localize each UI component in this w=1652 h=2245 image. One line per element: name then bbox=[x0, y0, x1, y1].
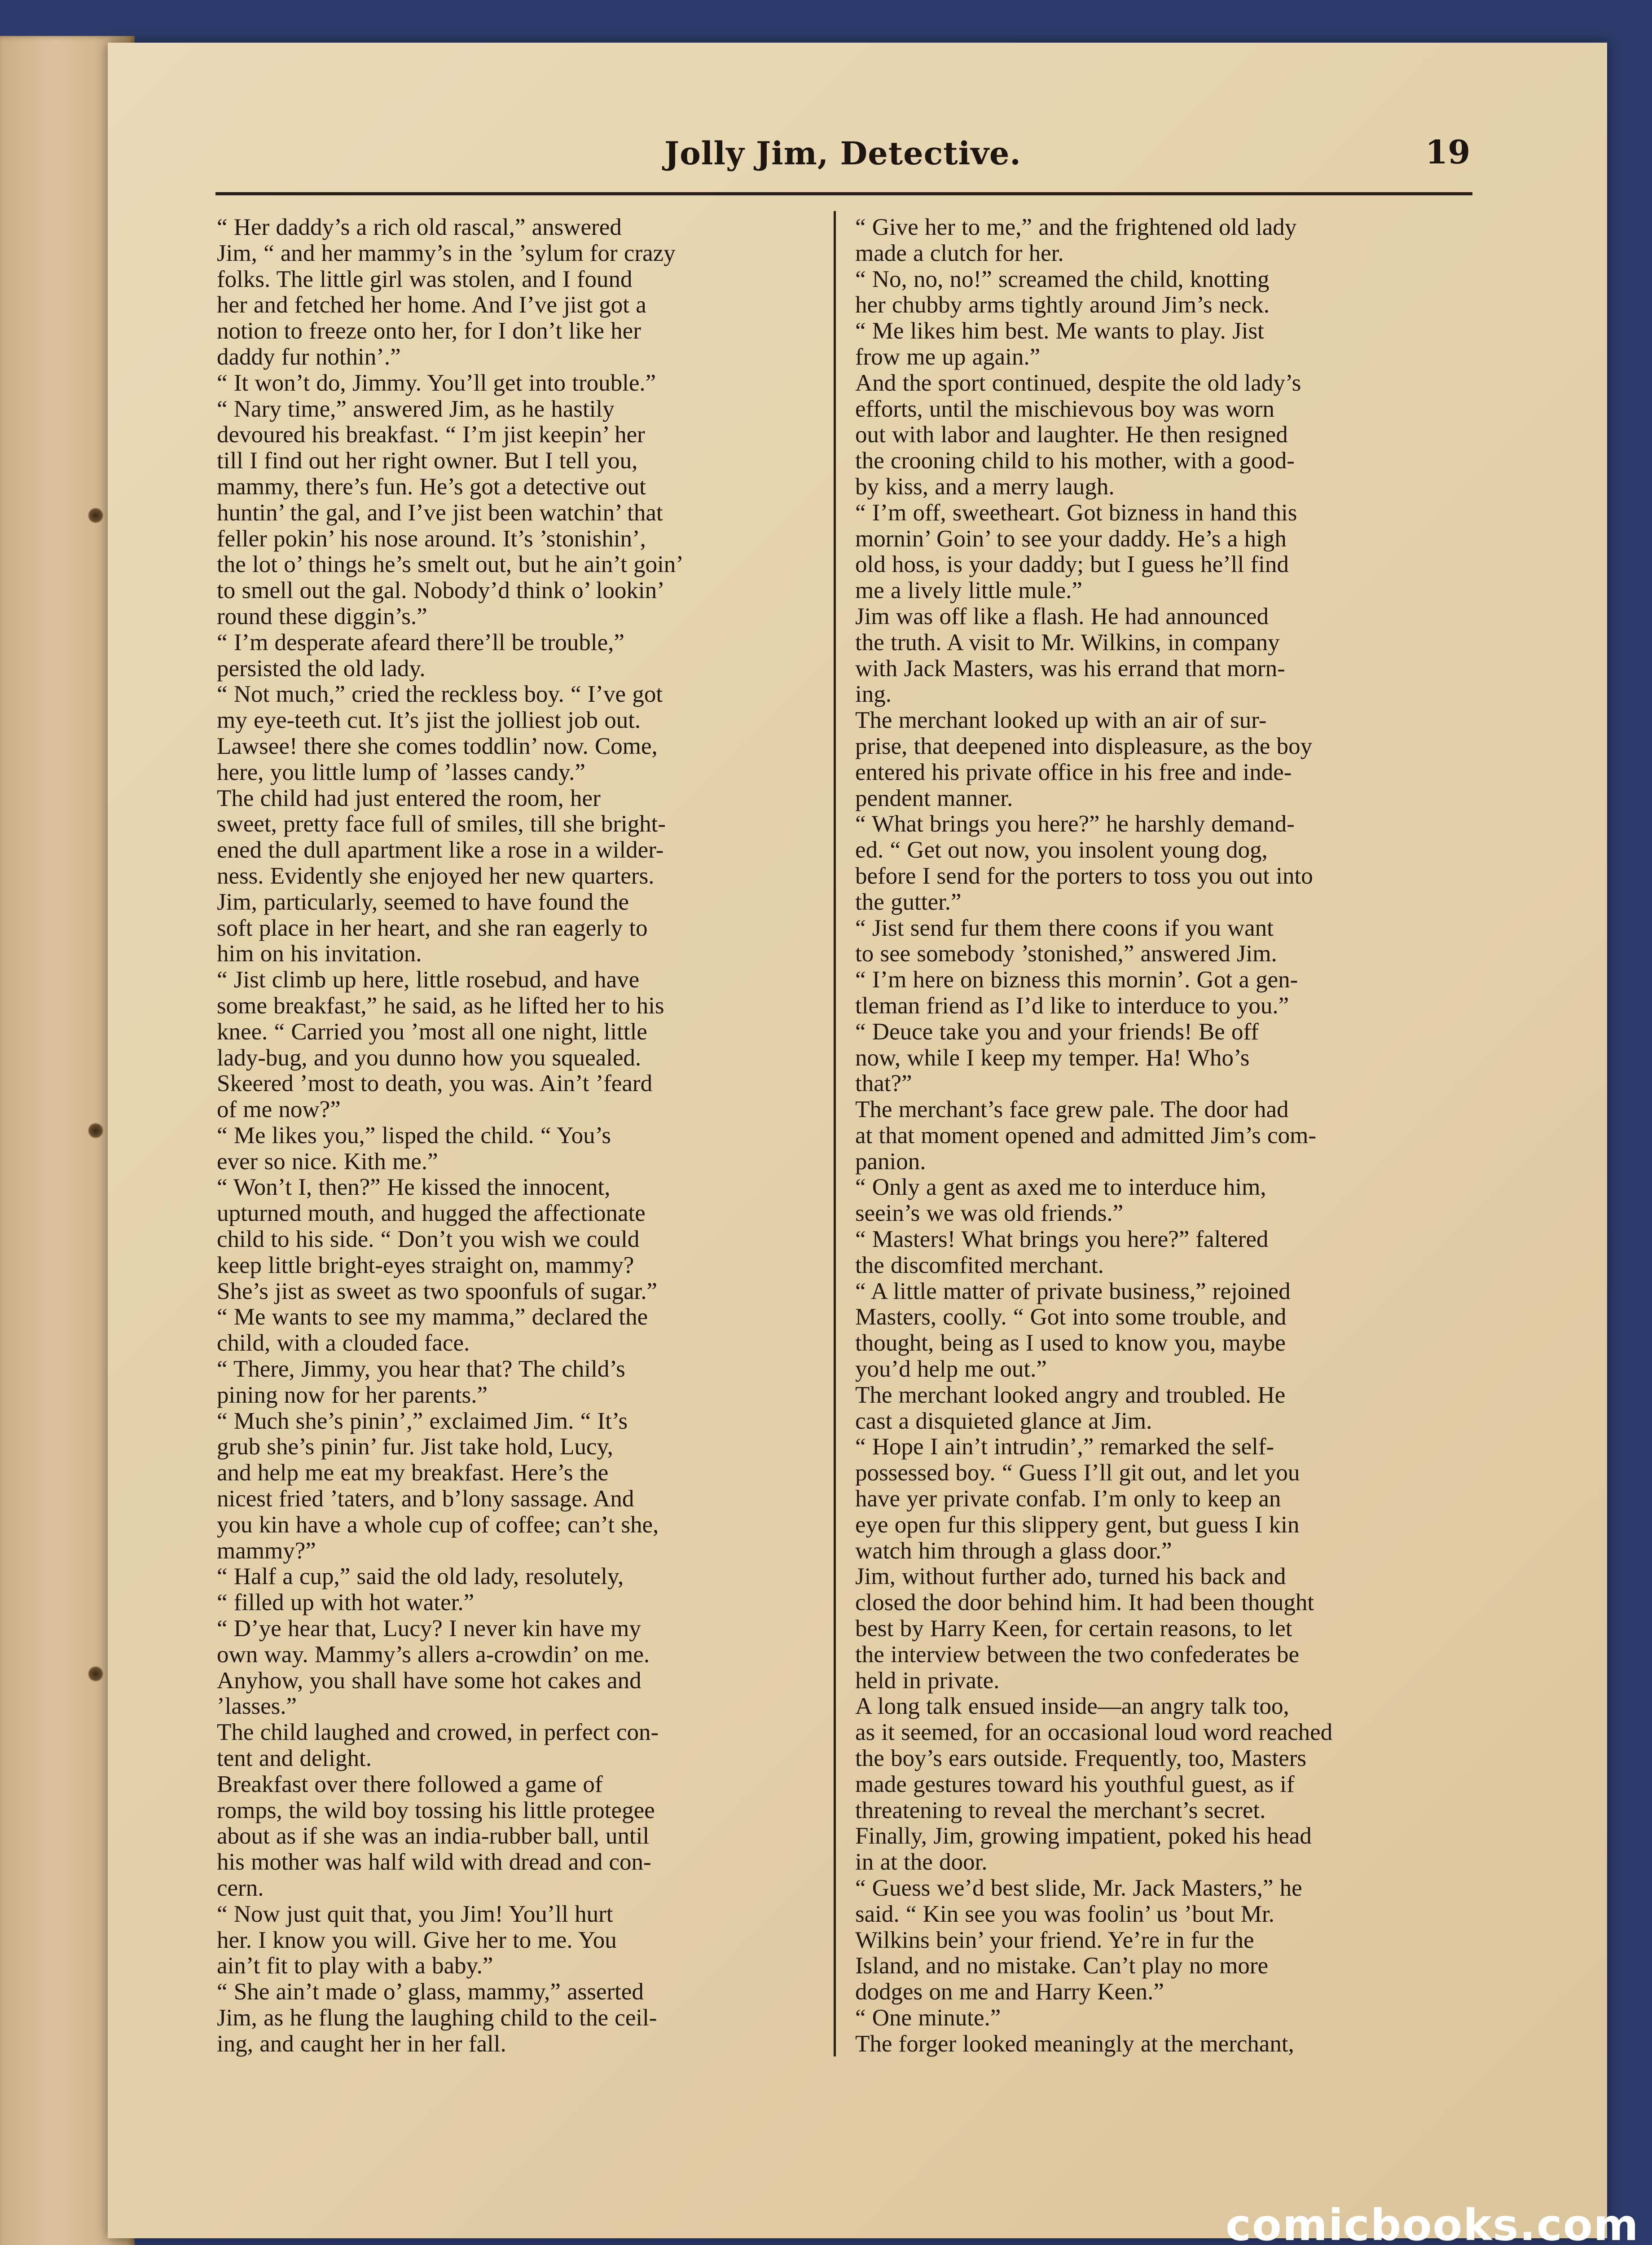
site-watermark: comicbooks.com bbox=[1226, 2200, 1639, 2245]
page-number: 19 bbox=[1425, 133, 1471, 171]
header-rule bbox=[215, 192, 1472, 195]
left-column-text: “ Her daddy’s a rich old rascal,” answered Jim, “ and her mammy’s in the ’sylum for crazy folks. The little girl was stolen, and I found her and fetched her home. And I’ve jist got a notion to freeze onto her, for I don’t like her daddy fur nothin’.” “ It won’t do, Jimmy. You’ll get into trouble.” “ Nary time,” answered Jim, as he hastily devoured his breakfast. “ I’m jist keepin’ her till I find out her right owner. But I tell you, mammy, there’s fun. He’s got a detective out huntin’ the gal, and I’ve jist been watchin’ that feller pokin’ his nose around. It’s ’stonishin’, the lot o’ things he’s smelt out, but he ain’t goin’ to smell out the gal. Nobody’d think o’ lookin’ round these diggin’s.” “ I’m desperate afeard there’ll be trouble,” persisted the old lady. “ Not much,” cried the reckless boy. “ I’ve got my eye-teeth cut. It’s jist the jolliest job out. Lawsee! there she comes toddlin’ now. Come, here, you little lump of ’lasses candy.” The child had just entered the room, her sweet, pretty face full of smiles, till she bright- ened the dull apartment like a rose in a wilder- ness. Evidently she enjoyed her new quarters. Jim, particularly, seemed to have found the soft place in her heart, and she ran eagerly to him on his invitation. “ Jist climb up here, little rosebud, and have some breakfast,” he said, as he lifted her to his knee. “ Carried you ’most all one night, little lady-bug, and you dunno how you squealed. Skeered ’most to death, you was. Ain’t ’feard of me now?” “ Me likes you,” lisped the child. “ You’s ever so nice. Kith me.” “ Won’t I, then?” He kissed the innocent, upturned mouth, and hugged the affectionate child to his side. “ Don’t you wish we could keep little bright-eyes straight on, mammy? She’s jist as sweet as two spoonfuls of sugar.” “ Me wants to see my mamma,” declared the child, with a clouded face. “ There, Jimmy, you hear that? The child’s pining now for her parents.” “ Much she’s pinin’,” exclaimed Jim. “ It’s grub she’s pinin’ fur. Jist take hold, Lucy, and help me eat my breakfast. Here’s the nicest fried ’taters, and b’lony sassage. And you kin have a whole cup of coffee; can’t she, mammy?” “ Half a cup,” said the old lady, resolutely, “ filled up with hot water.” “ D’ye hear that, Lucy? I never kin have my own way. Mammy’s allers a-crowdin’ on me. Anyhow, you shall have some hot cakes and ’lasses.” The child laughed and crowed, in perfect con- tent and delight. Breakfast over there followed a game of romps, the wild boy tossing his little protegee about as if she was an india-rubber ball, until his mother was half wild with dread and con- cern. “ Now just quit that, you Jim! You’ll hurt her. I know you will. Give her to me. You ain’t fit to play with a baby.” “ She ain’t made o’ glass, mammy,” asserted Jim, as he flung the laughing child to the ceil- ing, and caught her in her fall. bbox=[217, 214, 684, 2057]
running-title: Jolly Jim, Detective. bbox=[664, 135, 1021, 172]
staple-hole bbox=[88, 1122, 104, 1139]
staple-hole bbox=[88, 507, 104, 524]
column-divider bbox=[834, 211, 836, 2056]
right-column-text: “ Give her to me,” and the frightened old lady made a clutch for her. “ No, no, no!” screamed the child, knotting her chubby arms tightly around Jim’s neck. “ Me likes him best. Me wants to play. Jist frow me up again.” And the sport continued, despite the old lady’s efforts, until the mischievous boy was worn out with labor and laughter. He then resigned the crooning child to his mother, with a good- by kiss, and a merry laugh. “ I’m off, sweetheart. Got bizness in hand this mornin’ Goin’ to see your daddy. He’s a high old hoss, is your daddy; but I guess he’ll find me a lively little mule.” Jim was off like a flash. He had announced the truth. A visit to Mr. Wilkins, in company with Jack Masters, was his errand that morn- ing. The merchant looked up with an air of sur- prise, that deepened into displeasure, as the boy entered his private office in his free and inde- pendent manner. “ What brings you here?” he harshly demand- ed. “ Get out now, you insolent young dog, before I send for the porters to toss you out into the gutter.” “ Jist send fur them there coons if you want to see somebody ’stonished,” answered Jim. “ I’m here on bizness this mornin’. Got a gen- tleman friend as I’d like to interduce to you.” “ Deuce take you and your friends! Be off now, while I keep my temper. Ha! Who’s that?” The merchant’s face grew pale. The door had at that moment opened and admitted Jim’s com- panion. “ Only a gent as axed me to interduce him, seein’s we was old friends.” “ Masters! What brings you here?” faltered the discomfited merchant. “ A little matter of private business,” rejoined Masters, coolly. “ Got into some trouble, and thought, being as I used to know you, maybe you’d help me out.” The merchant looked angry and troubled. He cast a disquieted glance at Jim. “ Hope I ain’t intrudin’,” remarked the self- possessed boy. “ Guess I’ll git out, and let you have yer private confab. I’m only to keep an eye open fur this slippery gent, but guess I kin watch him through a glass door.” Jim, without further ado, turned his back and closed the door behind him. It had been thought best by Harry Keen, for certain reasons, to let the interview between the two confederates be held in private. A long talk ensued inside—an angry talk too, as it seemed, for an occasional loud word reached the boy’s ears outside. Frequently, too, Masters made gestures toward his youthful guest, as if threatening to reveal the merchant’s secret. Finally, Jim, growing impatient, poked his head in at the door. “ Guess we’d best slide, Mr. Jack Masters,” he said. “ Kin see you was foolin’ us ’bout Mr. Wilkins bein’ your friend. Ye’re in fur the Island, and no mistake. Can’t play no more dodges on me and Harry Keen.” “ One minute.” The forger looked meaningly at the merchant, bbox=[855, 214, 1333, 2057]
staple-hole bbox=[88, 1666, 104, 1682]
